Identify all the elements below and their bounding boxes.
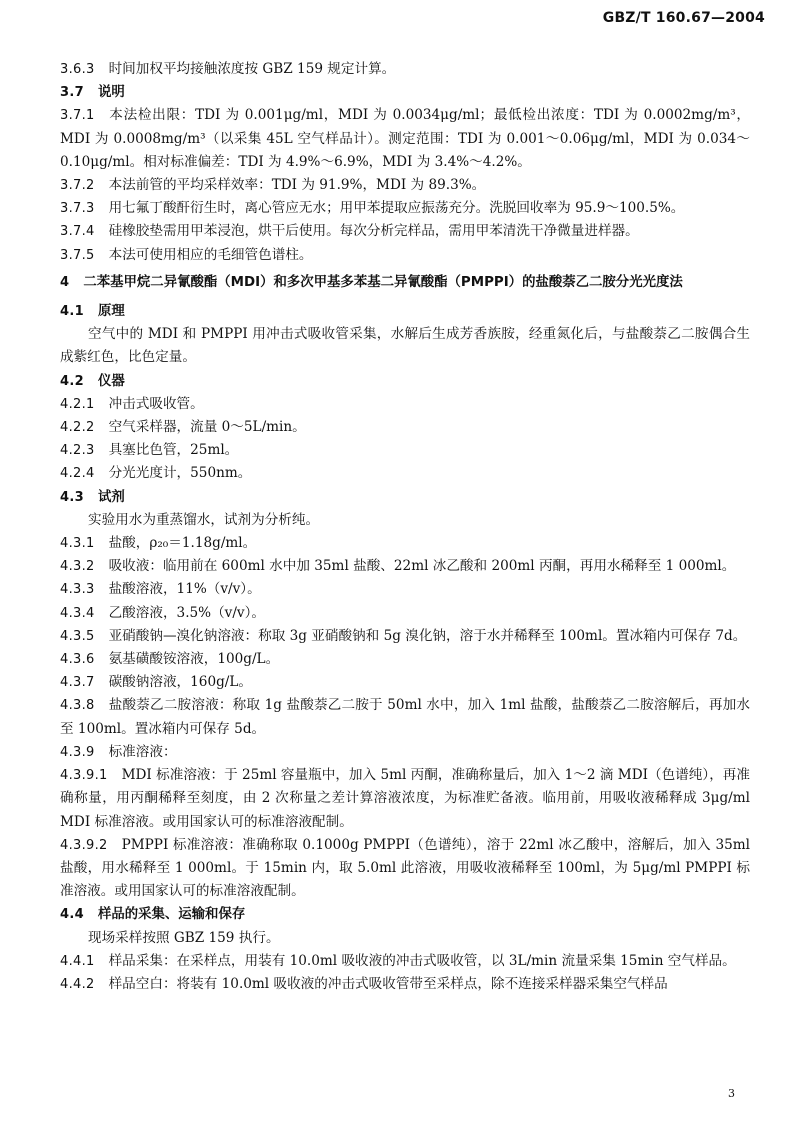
paragraph [60, 58, 750, 81]
clause-number: 3.7.1 [60, 108, 95, 124]
clause-number: 4.3.9.2 [60, 837, 108, 853]
clause-number: 4.3.5 [60, 628, 95, 644]
clause-text: 样品的采集、运输和保存 [97, 907, 246, 923]
clause-text: 盐酸萘乙二胺溶液：称取 1g 盐酸萘乙二胺于 50ml 水中，加入 1ml 盐酸，盐酸萘乙二胺溶解后，再加水至 100ml。置冰箱内可保存 5d。 [60, 697, 750, 737]
section-heading [60, 300, 750, 323]
paragraph [60, 174, 750, 197]
paragraph [60, 764, 750, 834]
clause-text: 现场采样按照 GBZ 159 执行。 [88, 929, 280, 946]
paragraph [60, 244, 750, 267]
clause-text: 乙酸溶液，3.5%（v/v）。 [108, 604, 266, 621]
clause-number: 4.3.7 [60, 675, 95, 691]
clause-text: 实验用水为重蒸馏水，试剂为分析纯。 [88, 511, 320, 528]
paragraph [60, 555, 750, 578]
section-heading [60, 81, 750, 104]
clause-number: 4.3 [60, 489, 84, 505]
clause-number: 3.7.4 [60, 224, 95, 240]
clause-number: 4.2.1 [60, 396, 95, 412]
clause-number: 4.3.1 [60, 536, 95, 552]
section-heading [60, 903, 750, 926]
section-heading [60, 370, 750, 393]
section-heading [60, 486, 750, 509]
paragraph [60, 973, 750, 996]
paragraph [60, 927, 750, 950]
clause-text: 样品采集：在采样点，用装有 10.0ml 吸收液的冲击式吸收管，以 3L/min 流量采集 15min 空气样品。 [108, 952, 736, 969]
page-number: 3 [728, 1087, 735, 1100]
document-body [60, 58, 750, 996]
paragraph [60, 671, 750, 694]
paragraph [60, 532, 750, 555]
paragraph [60, 741, 750, 764]
clause-number: 4.2.3 [60, 443, 95, 459]
clause-text: 标准溶液： [108, 743, 177, 760]
clause-number: 4.3.3 [60, 582, 95, 598]
paragraph [60, 950, 750, 973]
clause-number: 4.3.6 [60, 652, 95, 668]
paragraph [60, 648, 750, 671]
paragraph [60, 625, 750, 648]
clause-number: 4.2 [60, 373, 84, 389]
section-heading [60, 271, 750, 294]
clause-text: 盐酸溶液，11%（v/v）。 [108, 581, 261, 598]
clause-text: 说明 [97, 85, 125, 101]
clause-number: 4.3.2 [60, 559, 95, 575]
clause-text: 吸收液：临用前在 600ml 水中加 35ml 盐酸、22ml 冰乙酸和 200ml 丙酮，再用水稀释至 1 000ml。 [108, 558, 736, 575]
clause-number: 3.7.3 [60, 201, 95, 217]
clause-text: MDI 标准溶液：于 25ml 容量瓶中，加入 5ml 丙酮，准确称量后，加入 1～2 滴 MDI（色谱纯），再准确称量，用丙酮稀释至刻度，由 2 次称量之差计算溶液浓度，为标准贮备液。临用前，用吸收液稀释成 3μg/ml MDI 标准溶液。或用国家认可的标准溶液配制。 [60, 767, 750, 830]
paragraph [60, 104, 750, 174]
standard-code-header: GBZ/T 160.67—2004 [602, 10, 765, 26]
clause-number: 4 [60, 274, 70, 290]
clause-number: 4.4.1 [60, 953, 95, 969]
clause-text: 二苯基甲烷二异氰酸酯（MDI）和多次甲基多苯基二异氰酸酯（PMPPI）的盐酸萘乙二胺分光光度法 [83, 274, 683, 290]
clause-text: 分光光度计，550nm。 [108, 465, 252, 482]
clause-text: 试剂 [97, 489, 125, 505]
clause-number: 3.7 [60, 85, 84, 101]
paragraph [60, 694, 750, 740]
paragraph [60, 602, 750, 625]
clause-number: 4.4 [60, 907, 84, 923]
clause-text: 氨基磺酸铵溶液，100g/L。 [108, 651, 280, 668]
clause-text: 具塞比色管，25ml。 [108, 442, 239, 459]
clause-text: 盐酸，ρ₂₀＝1.18g/ml。 [108, 535, 257, 552]
clause-number: 4.1 [60, 304, 84, 320]
clause-number: 4.3.4 [60, 605, 95, 621]
clause-number: 3.6.3 [60, 62, 95, 77]
clause-text: 空气中的 MDI 和 PMPPI 用冲击式吸收管采集，水解后生成芳香族胺，经重氮化后，与盐酸萘乙二胺偶合生成紫红色，比色定量。 [60, 326, 750, 366]
paragraph [60, 439, 750, 462]
clause-number: 4.3.8 [60, 698, 95, 714]
clause-text: 本法可使用相应的毛细管色谱柱。 [108, 246, 313, 263]
clause-text: PMPPI 标准溶液：准确称取 0.1000g PMPPI（色谱纯），溶于 22ml 冰乙酸中，溶解后，加入 35ml 盐酸，用水稀释至 1 000ml。于 15min 内，取 5.0ml 此溶液，用吸收液稀释至 100ml，为 5μg/ml PMPPI 标准溶液。或用国家认可的标准溶液配制。 [60, 836, 750, 900]
clause-text: 亚硝酸钠—溴化钠溶液：称取 3g 亚硝酸钠和 5g 溴化钠，溶于水并稀释至 100ml。置冰箱内可保存 7d。 [108, 627, 747, 644]
clause-number: 4.3.9 [60, 744, 95, 760]
clause-text: 空气采样器，流量 0～5L/min。 [108, 419, 306, 436]
clause-text: 用七氟丁酸酐衍生时，离心管应无水；用甲苯提取应振荡充分。洗脱回收率为 95.9～100.5%。 [108, 200, 685, 217]
clause-number: 4.2.4 [60, 466, 95, 482]
paragraph [60, 509, 750, 532]
paragraph [60, 578, 750, 601]
clause-number: 4.3.9.1 [60, 768, 108, 784]
clause-text: 本法检出限：TDI 为 0.001μg/ml，MDI 为 0.0034μg/ml；最低检出浓度：TDI 为 0.0002mg/m³，MDI 为 0.0008mg/m³（以采集 45L 空气样品计）。测定范围：TDI 为 0.001～0.06μg/ml，MDI 为 0.034～0.10μg/ml。相对标准偏差：TDI 为 4.9%～6.9%，MDI 为 3.4%～4.2%。 [60, 107, 750, 170]
clause-text: 本法前管的平均采样效率：TDI 为 91.9%，MDI 为 89.3%。 [108, 177, 486, 194]
clause-number: 3.7.5 [60, 247, 95, 263]
clause-text: 冲击式吸收管。 [108, 395, 204, 412]
clause-text: 样品空白：将装有 10.0ml 吸收液的冲击式吸收管带至采样点，除不连接采样器采集空气样品 [108, 975, 668, 992]
clause-number: 4.2.2 [60, 420, 95, 436]
clause-text: 碳酸钠溶液，160g/L。 [108, 674, 252, 691]
paragraph [60, 416, 750, 439]
paragraph [60, 220, 750, 243]
clause-number: 4.4.2 [60, 976, 95, 992]
paragraph [60, 834, 750, 904]
clause-text: 硅橡胶垫需用甲苯浸泡，烘干后使用。每次分析完样品，需用甲苯清洗干净微量进样器。 [108, 223, 639, 240]
paragraph [60, 462, 750, 485]
paragraph [60, 197, 750, 220]
paragraph [60, 323, 750, 369]
paragraph [60, 393, 750, 416]
clause-number: 3.7.2 [60, 178, 95, 194]
clause-text: 原理 [97, 304, 125, 320]
clause-text: 仪器 [97, 373, 125, 389]
clause-text: 时间加权平均接触浓度按 GBZ 159 规定计算。 [108, 61, 396, 77]
